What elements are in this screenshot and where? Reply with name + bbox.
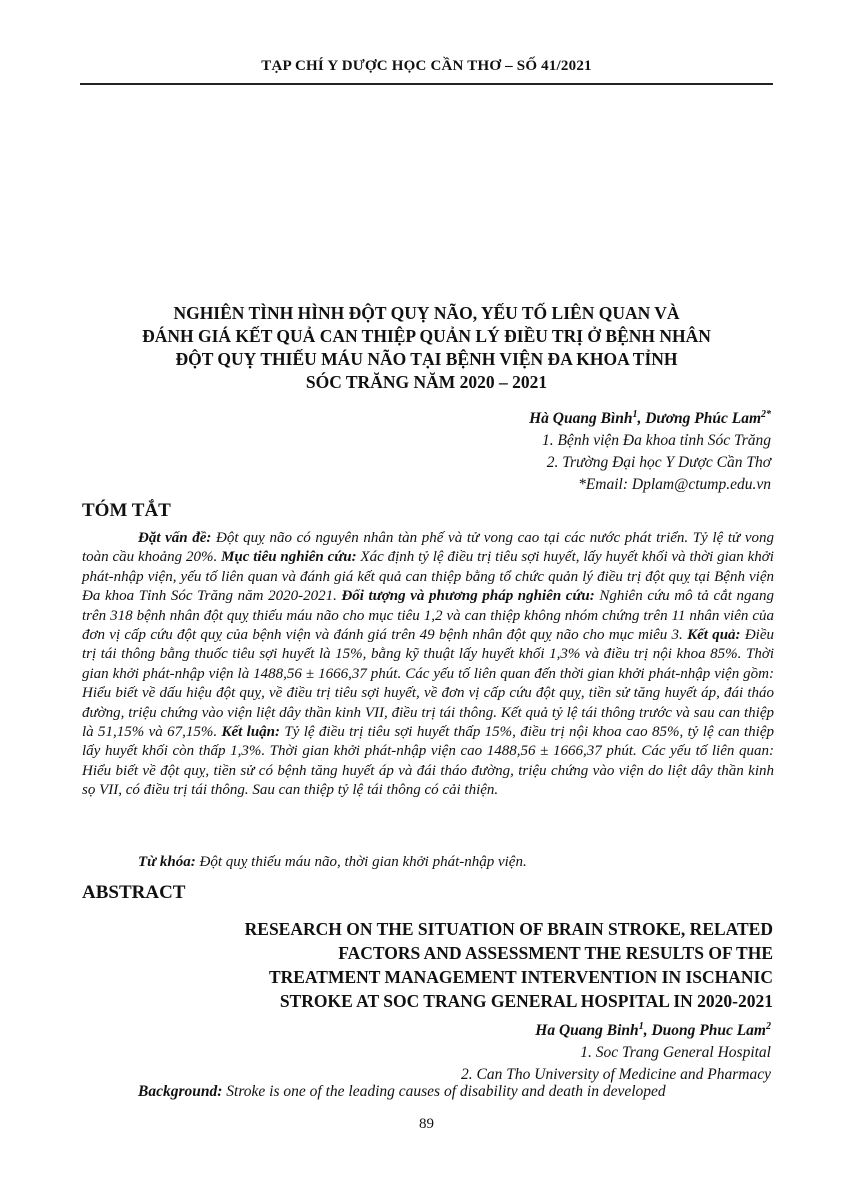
vn-author-2-affil-mark: 2* bbox=[761, 409, 771, 420]
en-title-line-3: TREATMENT MANAGEMENT INTERVENTION IN ISCHANIC bbox=[268, 967, 773, 987]
vn-title-line-4: SÓC TRĂNG NĂM 2020 – 2021 bbox=[305, 372, 548, 392]
corresponding-email: *Email: Dplam@ctump.edu.vn bbox=[578, 476, 771, 494]
en-title-line-4: STROKE AT SOC TRANG GENERAL HOSPITAL IN 2020-2021 bbox=[279, 991, 773, 1011]
summary-paragraph bbox=[82, 529, 774, 801]
en-author-separator: , bbox=[643, 1022, 652, 1040]
en-affiliation-1: 1. Soc Trang General Hospital bbox=[580, 1044, 771, 1062]
keywords-label: Từ khóa: bbox=[138, 854, 196, 870]
vn-title-line-1: NGHIÊN TÌNH HÌNH ĐỘT QUỴ NÃO, YẾU TỐ LIÊN QUAN VÀ bbox=[173, 303, 680, 323]
summary-method-text: Nghiên cứu mô tả cắt ngang trên 318 bệnh nhân đột quỵ thiếu máu não cho mục tiêu 1,2 và can thiệp không nhóm chứng trên 11 nhân viên của đơn vị cấp cứu đột quỵ của bệnh viện và đánh giá trên 49 bệnh nhân đột quỵ não cho mục miêu 3. bbox=[82, 588, 774, 644]
en-author-2-affil-mark: 2 bbox=[766, 1021, 771, 1032]
vn-author-names bbox=[529, 404, 771, 430]
abstract-background-label: Background: bbox=[138, 1083, 223, 1100]
summary-result-label: Kết quả: bbox=[687, 627, 741, 644]
summary-background-label: Đặt vấn đề: bbox=[138, 530, 212, 546]
vietnamese-authors bbox=[529, 404, 771, 496]
abstract-background-paragraph bbox=[82, 1082, 774, 1102]
en-title-line-2: FACTORS AND ASSESSMENT THE RESULTS OF THE bbox=[338, 943, 773, 963]
summary-result-text: Điều trị tái thông bằng thuốc tiêu sợi huyết là 15%, bằng kỹ thuật lấy huyết khối 1,3% và điều trị nội khoa 85%. Thời gian khởi phát-nhập viện là 1488,56 ± 1666,37 phút. Các yếu tố liên quan đến thời gian khởi phát-nhập viện gồm: Hiểu biết về dấu hiệu đột quỵ, về điều trị tiêu sợi huyết, về đơn vị cấp cứu đột quỵ, tiền sử tăng huyết áp, đái tháo đường, triệu chứng vào viện liệt dây thần kinh VII, điều trị tái thông. Kết quả tỷ lệ tái thông trước và sau can thiệp là 51,15% và 67,15%. bbox=[82, 627, 774, 741]
header-divider bbox=[80, 83, 773, 85]
vn-affiliation-1: 1. Bệnh viện Đa khoa tỉnh Sóc Trăng bbox=[541, 432, 771, 450]
en-author-1: Ha Quang Binh bbox=[535, 1022, 639, 1040]
summary-objective-label: Mục tiêu nghiên cứu: bbox=[221, 549, 357, 566]
vn-author-2: Dương Phúc Lam bbox=[645, 410, 761, 428]
en-author-2: Duong Phuc Lam bbox=[651, 1022, 766, 1040]
vn-author-1: Hà Quang Bình bbox=[529, 410, 633, 428]
vn-title-line-3: ĐỘT QUỴ THIẾU MÁU NÃO TẠI BỆNH VIỆN ĐA KHOA TỈNH bbox=[175, 349, 678, 369]
summary-method-label: Đối tượng và phương pháp nghiên cứu: bbox=[341, 588, 595, 605]
keywords-line bbox=[82, 853, 774, 872]
en-author-names bbox=[461, 1016, 771, 1042]
vietnamese-title bbox=[90, 302, 763, 394]
vn-author-separator: , bbox=[637, 410, 646, 428]
en-affiliation-2: 2. Can Tho University of Medicine and Pharmacy bbox=[461, 1066, 771, 1084]
summary-background-text: Đột quỵ não có nguyên nhân tàn phế và tử vong cao tại các nước phát triển. Tỷ lệ tử vong toàn cầu khoảng 20%. bbox=[82, 530, 774, 566]
page-number: 89 bbox=[419, 1116, 434, 1132]
en-title-line-1: RESEARCH ON THE SITUATION OF BRAIN STROKE, RELATED bbox=[244, 919, 773, 939]
summary-conclusion-text: Tỷ lệ điều trị tiêu sợi huyết thấp 15%, điều trị nội khoa cao 85%, tỷ lệ can thiệp lấy huyết khối còn thấp 1,3%. Thời gian khởi phát-nhập viện cao 1488,56 ± 1666,37 phút. Các yếu tố liên quan: Hiểu biết về đột quỵ, tiền sử có bệnh tăng huyết áp và đái tháo đường, triệu chứng vào viện do liệt dây thần kinh sọ VII, có điều trị tái thông. Sau can thiệp tỷ lệ tái thông có cải thiện. bbox=[82, 724, 774, 799]
keywords-text: Đột quỵ thiếu máu não, thời gian khởi phát-nhập viện. bbox=[195, 854, 527, 870]
english-authors bbox=[461, 1016, 771, 1086]
vn-title-line-2: ĐÁNH GIÁ KẾT QUẢ CAN THIỆP QUẢN LÝ ĐIỀU TRỊ Ở BỆNH NHÂN bbox=[142, 326, 711, 346]
abstract-background-text: Stroke is one of the leading causes of disability and death in developed bbox=[222, 1083, 666, 1100]
vn-author-1-affil-mark: 1 bbox=[632, 409, 638, 420]
english-title bbox=[120, 917, 773, 1013]
abstract-heading: ABSTRACT bbox=[82, 882, 186, 903]
en-author-1-affil-mark: 1 bbox=[638, 1021, 644, 1032]
journal-header: TẠP CHÍ Y DƯỢC HỌC CẦN THƠ – SỐ 41/2021 bbox=[261, 58, 592, 74]
summary-conclusion-label: Kết luận: bbox=[221, 724, 281, 741]
summary-heading: TÓM TẮT bbox=[82, 500, 171, 521]
vn-affiliation-2: 2. Trường Đại học Y Dược Cần Thơ bbox=[546, 454, 771, 472]
summary-objective-text: Xác định tỷ lệ điều trị tiêu sợi huyết, lấy huyết khối và thời gian khởi phát-nhập viện, yếu tố liên quan và đánh giá kết quả can thiệp bằng tổ chức quản lý điều trị đột quỵ tại Bệnh viện Đa khoa Tỉnh Sóc Trăng năm 2020-2021. bbox=[82, 549, 774, 605]
